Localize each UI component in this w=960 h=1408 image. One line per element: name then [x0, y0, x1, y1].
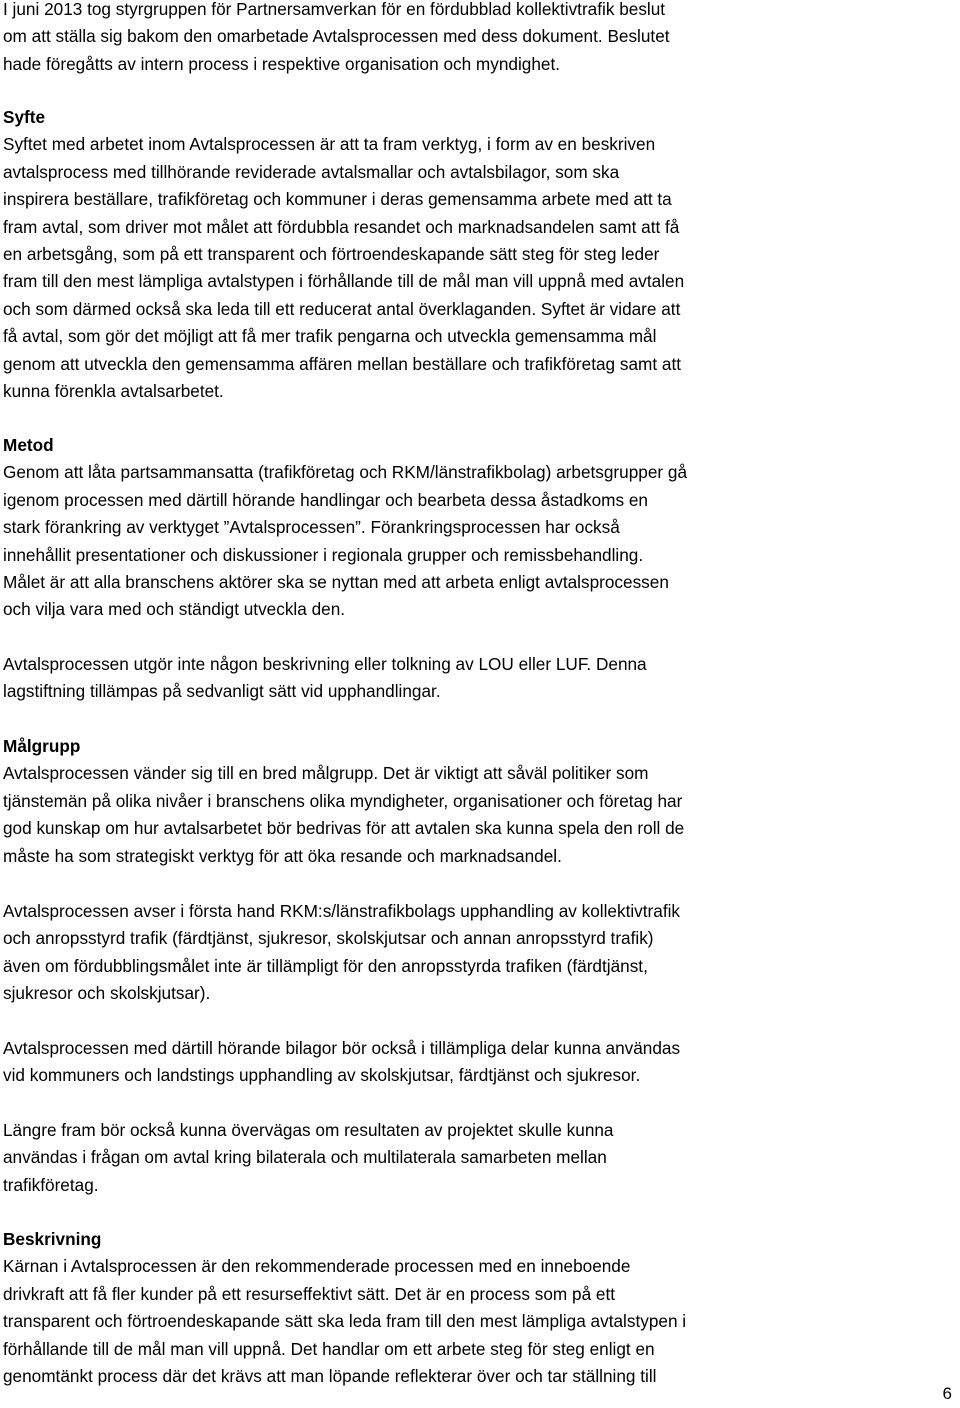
text-line: Målet är att alla branschens aktörer ska se nyttan med att arbeta enligt avtalsprocessen	[3, 572, 669, 593]
text-line: få avtal, som gör det möjligt att få mer trafik pengarna och utveckla gemensamma mål	[3, 326, 657, 347]
malgrupp-paragraph-3	[3, 1035, 680, 1090]
text-line: och anropsstyrd trafik (färdtjänst, sjukresor, skolskjutsar och annan anropsstyrd trafik)	[3, 928, 654, 949]
text-line: Avtalsprocessen utgör inte någon beskrivning eller tolkning av LOU eller LUF. Denna	[3, 654, 647, 674]
metod-paragraph-2	[3, 651, 647, 706]
malgrupp-paragraph-4	[3, 1117, 614, 1199]
text-line: Avtalsprocessen avser i första hand RKM:s/länstrafikbolags upphandling av kollektivtrafik	[3, 901, 681, 921]
text-line: avtalsprocess med tillhörande reviderade avtalsmallar och avtalsbilagor, som ska	[3, 161, 620, 182]
text-line: drivkraft att få fler kunder på ett resurseffektivt sätt. Det är en process som på ett	[3, 1283, 616, 1304]
text-line: måste ha som strategiskt verktyg för att öka resande och marknadsandel.	[3, 845, 562, 866]
text-line: om att ställa sig bakom den omarbetade Avtalsprocessen med dess dokument. Beslutet	[3, 26, 670, 47]
text-line: I juni 2013 tog styrgruppen för Partnersamverkan för en fördubblad kollektivtrafik beslut	[3, 0, 666, 19]
text-line: fram till den mest lämpliga avtalstypen i förhållande till de mål man vill uppnå med avtalen	[3, 271, 685, 292]
text-line: vid kommuners och landstings upphandling av skolskjutsar, färdtjänst och sjukresor.	[3, 1065, 641, 1086]
text-line: tjänstemän på olika nivåer i branschens olika myndigheter, organisationer och företag har	[3, 790, 683, 811]
text-line: igenom processen med därtill hörande handlingar och bearbeta dessa åstadkoms en	[3, 489, 648, 510]
text-line: genom att utveckla den gemensamma affären mellan beställare och trafikföretag samt att	[3, 353, 681, 374]
malgrupp-section	[3, 733, 684, 870]
text-line: användas i frågan om avtal kring bilaterala och multilaterala samarbeten mellan	[3, 1147, 607, 1168]
text-line: lagstiftning tillämpas på sedvanligt sätt vid upphandlingar.	[3, 681, 441, 702]
syfte-section	[3, 104, 684, 405]
text-line: hade föregåtts av intern process i respektive organisation och myndighet.	[3, 53, 560, 74]
malgrupp-paragraph-2	[3, 898, 680, 1008]
text-line: även om fördubblingsmålet inte är tillämpligt för den anropsstyrda trafiken (färdtjänst,	[3, 955, 648, 976]
text-line: innehållit presentationer och diskussioner i regionala grupper och remissbehandling.	[3, 544, 644, 565]
section-heading-metod: Metod	[3, 435, 54, 455]
text-line: Längre fram bör också kunna övervägas om resultaten av projektet skulle kunna	[3, 1120, 614, 1140]
text-line: stark förankring av verktyget ”Avtalsprocessen”. Förankringsprocessen har också	[3, 517, 620, 538]
section-heading-malgrupp: Målgrupp	[3, 736, 81, 756]
text-line: god kunskap om hur avtalsarbetet bör bedrivas för att avtalen ska kunna spela den roll de	[3, 818, 685, 839]
text-line: sjukresor och skolskjutsar).	[3, 983, 211, 1004]
beskrivning-section	[3, 1226, 686, 1390]
text-line: Kärnan i Avtalsprocessen är den rekommenderade processen med en inneboende	[3, 1256, 631, 1277]
intro-paragraph	[3, 0, 670, 78]
page-number: 6	[942, 1384, 952, 1403]
text-line: Avtalsprocessen med därtill hörande bilagor bör också i tillämpliga delar kunna användas	[3, 1038, 681, 1058]
text-line: kunna förenkla avtalsarbetet.	[3, 381, 224, 402]
text-line: förhållande till de mål man vill uppnå. Det handlar om ett arbete steg för steg enligt en	[3, 1338, 655, 1359]
text-line: genomtänkt process där det krävs att man löpande reflekterar över och tar ställning till	[3, 1366, 657, 1387]
text-line: Genom att låta partsammansatta (trafikföretag och RKM/länstrafikbolag) arbetsgrupper gå	[3, 462, 688, 483]
text-line: och som därmed också ska leda till ett reducerat antal överklaganden. Syftet är vidare att	[3, 298, 681, 319]
metod-section	[3, 432, 687, 624]
text-line: och vilja vara med och ständigt utveckla den.	[3, 599, 346, 620]
text-line: en arbetsgång, som på ett transparent och förtroendeskapande sätt steg för steg leder	[3, 244, 660, 265]
section-heading-syfte: Syfte	[3, 107, 46, 127]
text-line: transparent och förtroendeskapande sätt ska leda fram till den mest lämpliga avtalstypen i	[3, 1311, 687, 1332]
section-heading-beskrivning: Beskrivning	[3, 1229, 102, 1249]
text-line: Avtalsprocessen vänder sig till en bred målgrupp. Det är viktigt att såväl politiker som	[3, 763, 649, 784]
text-line: fram avtal, som driver mot målet att fördubbla resandet och marknadsandelen samt att få	[3, 216, 680, 237]
text-line: trafikföretag.	[3, 1174, 99, 1195]
text-line: Syftet med arbetet inom Avtalsprocessen är att ta fram verktyg, i form av en beskriven	[3, 134, 656, 155]
text-line: inspirera beställare, trafikföretag och kommuner i deras gemensamma arbete med att ta	[3, 189, 672, 210]
